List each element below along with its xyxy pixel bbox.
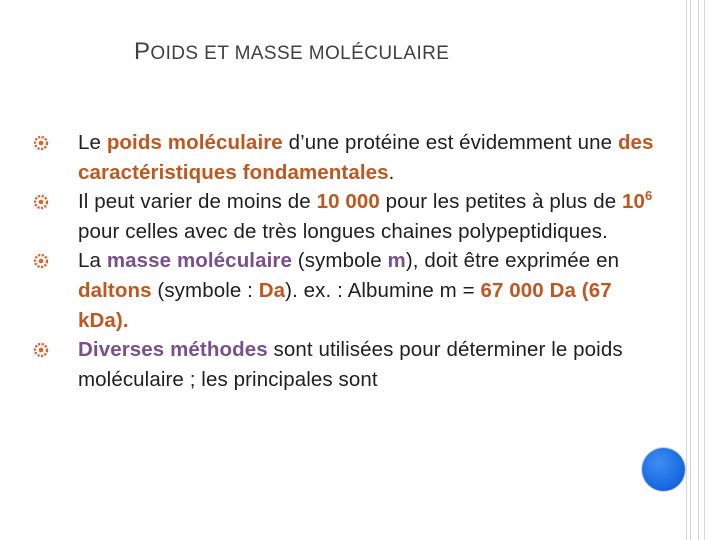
bullet-item: Il peut varier de moins de 10 000 pour les petites à plus de $10^6$ pour celles avec de très longues chaines polypeptidiques. [54,187,654,246]
bullet-item: La masse moléculaire (symbole m), doit être exprimée en daltons (symbole : Da). ex. : Albumine m = 67 000 Da (67 kDa). [54,246,654,335]
gear-bullet-icon [33,253,49,269]
bullet-item: Le poids moléculaire d’une protéine est évidemment une des caractéristiques fondamentales. [54,128,654,187]
decor-circle [642,448,685,491]
gear-bullet-icon [33,342,49,358]
decor-rail [686,0,687,540]
bullet-list [54,128,654,394]
decor-rail [704,0,705,540]
decor-rail [690,0,691,540]
bullet-item: Diverses méthodes sont utilisées pour déterminer le poids moléculaire ; les principales sont [54,335,654,394]
gear-bullet-icon [33,135,49,151]
gear-bullet-icon [33,194,49,210]
slide-title: POIDS ET MASSE MOLÉCULAIRE [134,38,450,65]
decor-rail [698,0,699,540]
